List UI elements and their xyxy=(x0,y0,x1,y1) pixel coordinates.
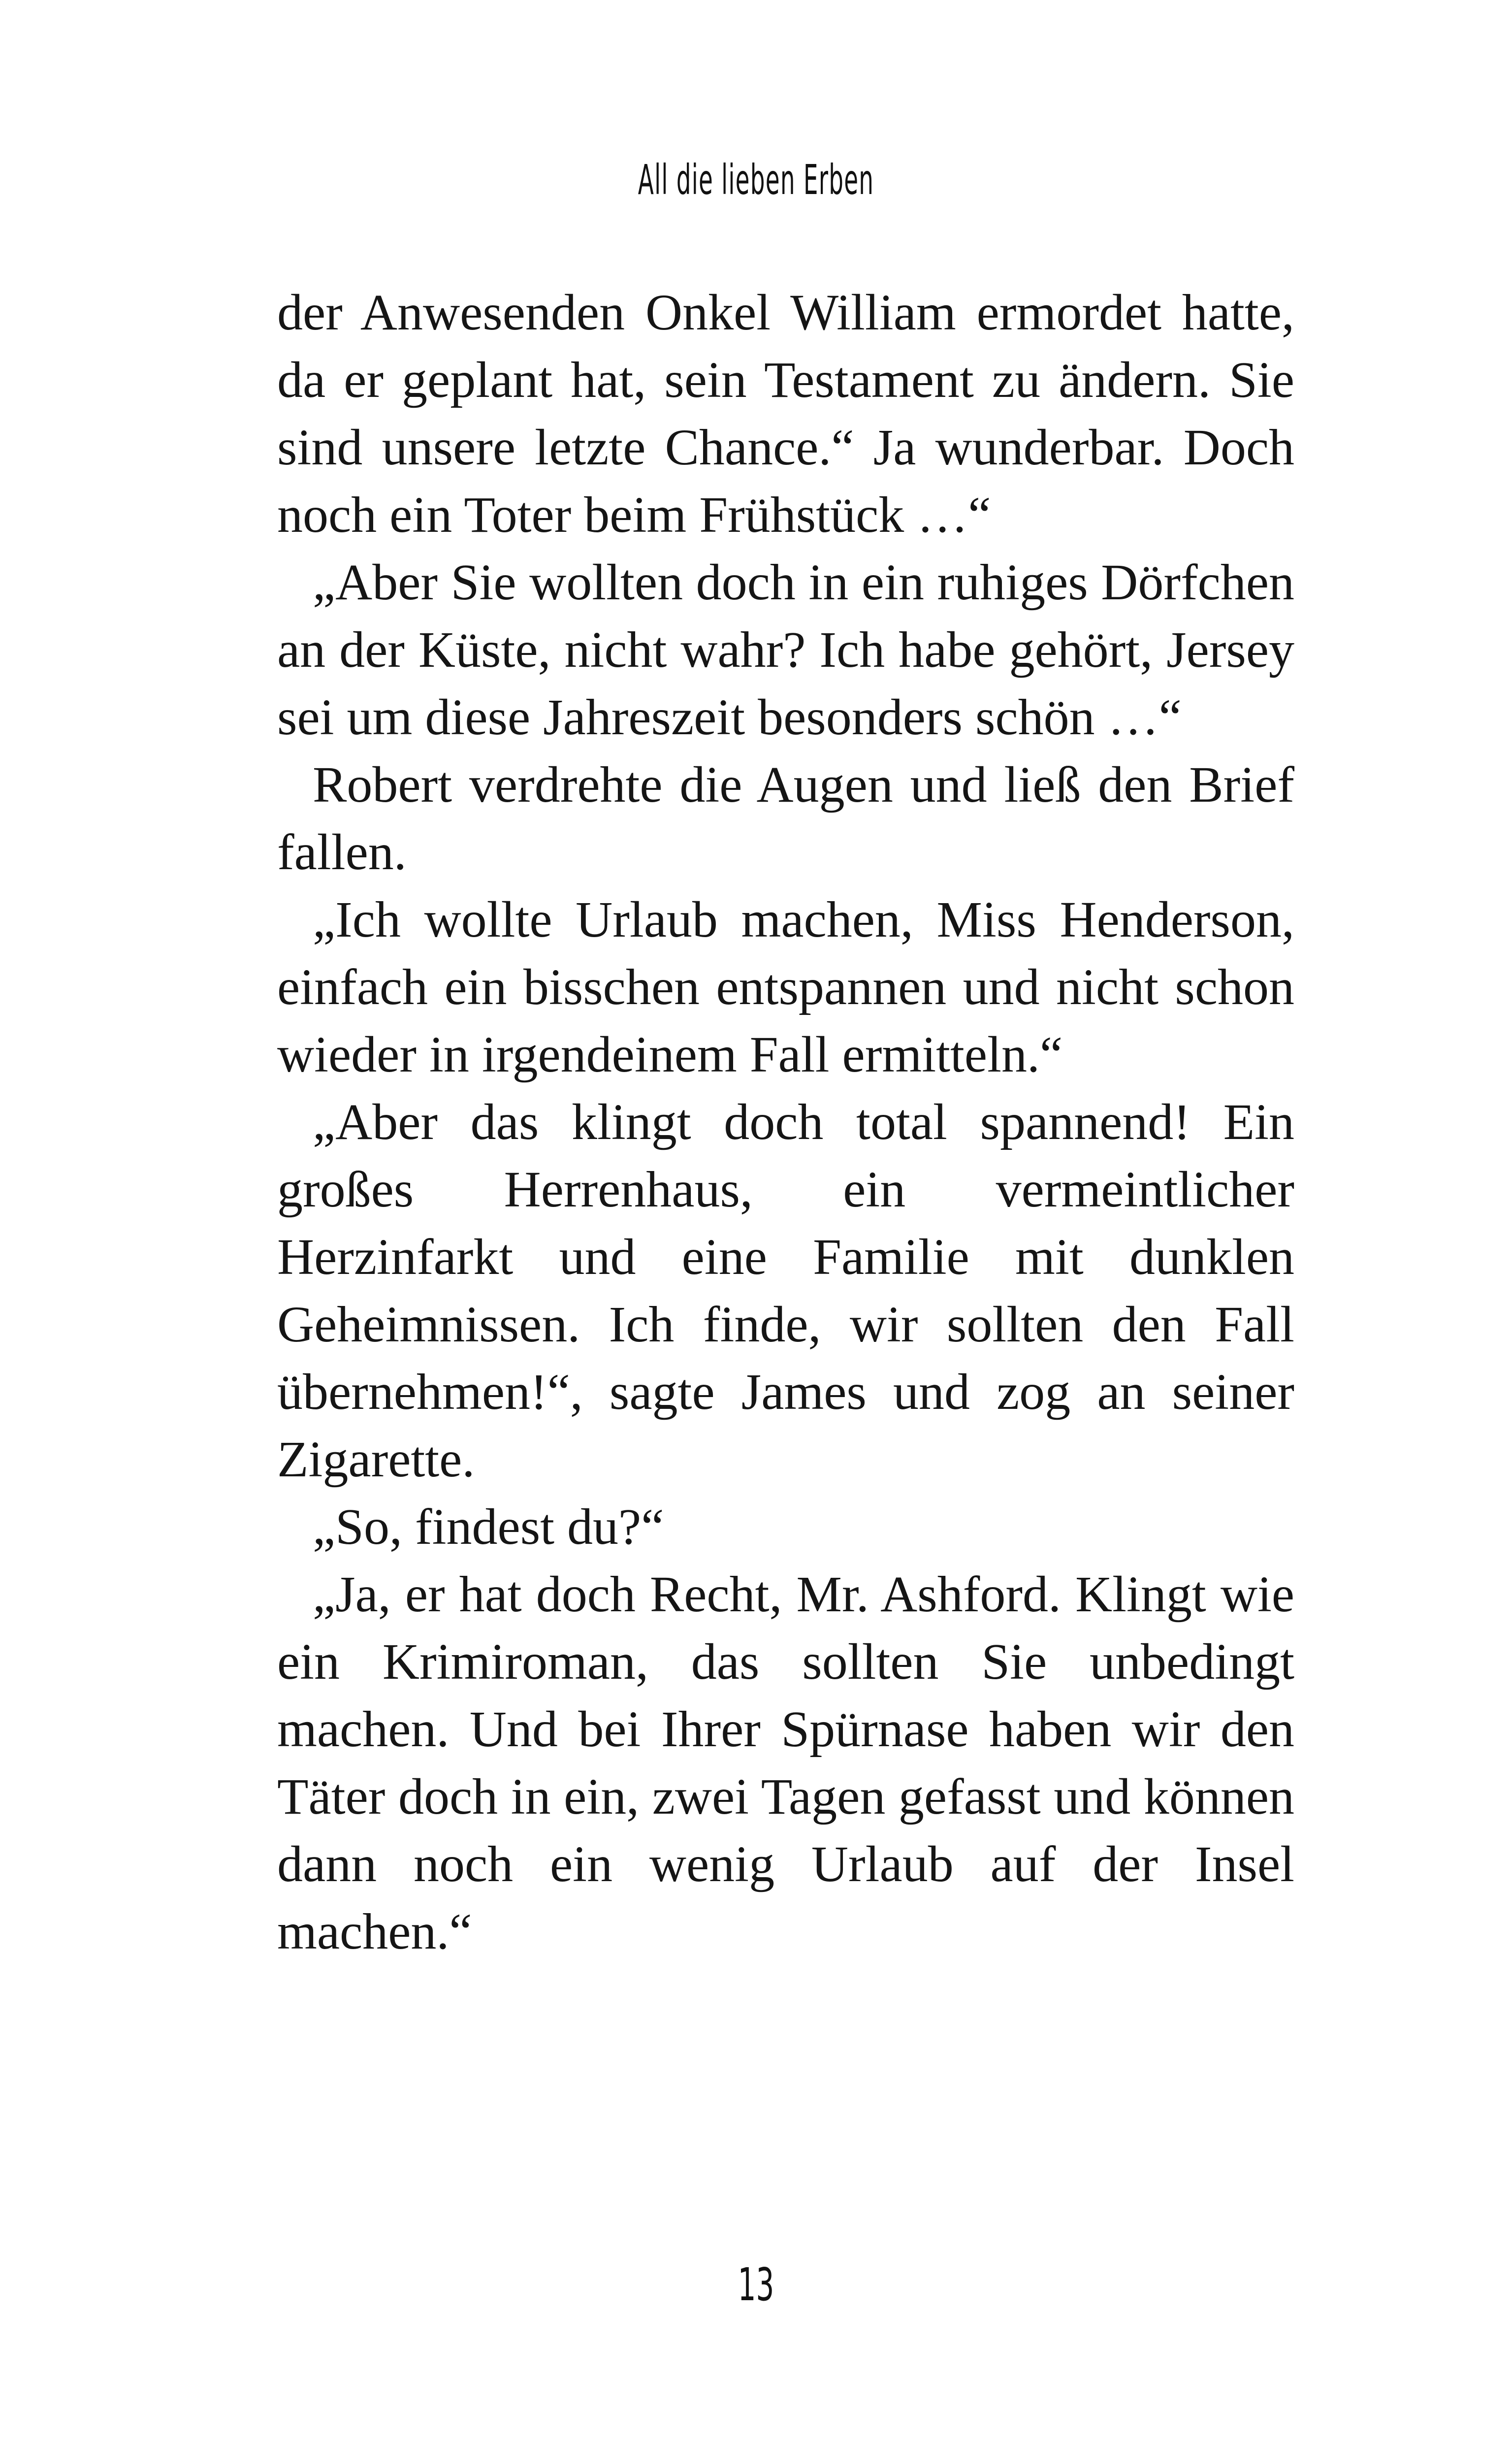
paragraph: „Aber Sie wollten doch in ein ruhiges Dörfchen an der Küste, nicht wahr? Ich habe gehört, Jersey sei um diese Jahreszeit besonders schön …“ xyxy=(277,554,1294,746)
paragraph: „Aber das klingt doch total spannend! Ein großes Herrenhaus, ein vermeintlicher Herzinfarkt und eine Familie mit dunklen Geheimnissen. Ich finde, wir sollten den Fall übernehmen!“, sagte James und zog an seiner Zigarette. xyxy=(277,1094,1294,1488)
paragraph: „So, findest du?“ xyxy=(313,1498,664,1555)
running-header xyxy=(287,153,1224,207)
page-number: 13 xyxy=(738,2258,774,2311)
running-title: All die lieben Erben xyxy=(638,156,874,204)
page-body xyxy=(277,279,1294,1965)
paragraph: Robert verdrehte die Augen und ließ den Brief fallen. xyxy=(277,756,1294,880)
paragraph: der Anwesenden Onkel William ermordet hatte, da er geplant hat, sein Testament zu ändern. Sie sind unsere letzte Chance.“ Ja wunderbar. Doch noch ein Toter beim Frühstück …“ xyxy=(277,284,1294,543)
paragraph: „Ja, er hat doch Recht, Mr. Ashford. Klingt wie ein Krimiroman, das sollten Sie unbedingt machen. Und bei Ihrer Spürnase haben wir den Täter doch in ein, zwei Tagen gefasst und können dann noch ein wenig Urlaub auf der Insel machen.“ xyxy=(277,1566,1294,1960)
paragraph: „Ich wollte Urlaub machen, Miss Henderson, einfach ein bisschen entspannen und nicht schon wieder in irgendeinem Fall ermitteln.“ xyxy=(277,891,1294,1083)
